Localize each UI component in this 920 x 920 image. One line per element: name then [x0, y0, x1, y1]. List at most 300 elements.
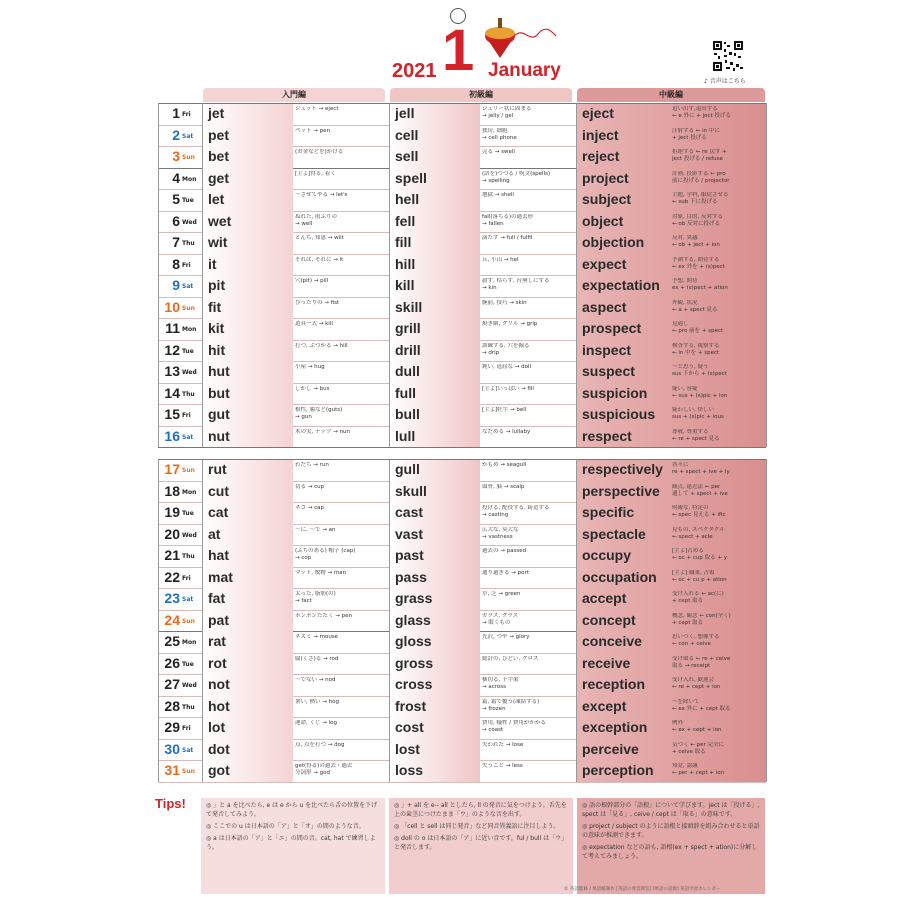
day-of-week: Fri: [182, 412, 191, 419]
intermediate-word[interactable]: inspect: [582, 341, 632, 358]
intermediate-word[interactable]: exception: [582, 719, 648, 735]
elementary-cell: [390, 297, 572, 319]
day-of-week: Tue: [182, 660, 194, 668]
beginner-word[interactable]: at: [208, 525, 221, 542]
day-cell: [158, 168, 203, 190]
beginner-word[interactable]: fat: [208, 590, 226, 606]
beginner-word[interactable]: hit: [208, 341, 226, 358]
intermediate-word[interactable]: occupy: [582, 547, 632, 563]
elementary-cell: [390, 383, 572, 405]
intermediate-word[interactable]: reject: [582, 148, 620, 164]
day-number: 9: [172, 277, 180, 293]
intermediate-cell: [577, 232, 766, 254]
column-header-elementary: 初級編: [390, 88, 572, 102]
beginner-cell: [203, 459, 385, 481]
beginner-cell: [203, 588, 385, 610]
elementary-note: ガラス, グラス → 眼くもの: [482, 612, 519, 626]
day-number: 7: [172, 234, 180, 250]
day-cell: [158, 524, 203, 546]
elementary-cell: [390, 426, 572, 448]
elementary-cell: [390, 524, 572, 546]
calendar-header: [0, 0, 920, 90]
beginner-note: 運命, くじ → log: [295, 720, 337, 726]
day-of-week: Sat: [182, 746, 194, 754]
intermediate-note: 明確な, 特定の ← spec 見える + ific: [672, 505, 726, 518]
beginner-word[interactable]: bet: [208, 148, 229, 164]
intermediate-word[interactable]: receive: [582, 654, 631, 671]
beginner-cell: [203, 232, 385, 254]
intermediate-cell: [577, 631, 766, 653]
elementary-word[interactable]: bull: [395, 406, 420, 422]
elementary-note: 投げる, 配役する, 鋳造する → casting: [482, 505, 550, 518]
elementary-word[interactable]: pass: [395, 568, 427, 585]
elementary-note: 丘, 小山 → hel: [482, 256, 519, 263]
intermediate-note: 拒絶する ← re 戻す + ject 投げる / refuse: [672, 149, 727, 162]
beginner-word[interactable]: rot: [208, 654, 227, 671]
elementary-note: ジェリー状に固まる → jelly / gel: [482, 106, 532, 119]
beginner-cell: [203, 674, 385, 696]
column-header-beginner: 入門編: [203, 88, 385, 102]
intermediate-word[interactable]: perspective: [582, 482, 660, 499]
beginner-cell: [203, 610, 385, 632]
day-of-week: Wed: [182, 218, 197, 226]
beginner-word[interactable]: dot: [208, 740, 230, 757]
intermediate-note: 予想, 期待 ex + (s)pect + ation: [672, 278, 728, 291]
intermediate-word[interactable]: concept: [582, 611, 636, 628]
beginner-cell: [203, 696, 385, 718]
intermediate-note: 疑わしい, 怪しい sus + (s)pic + ious: [672, 407, 724, 420]
elementary-cell: [390, 125, 572, 147]
elementary-word[interactable]: frost: [395, 697, 427, 714]
elementary-word[interactable]: grass: [395, 590, 433, 606]
beginner-word[interactable]: hut: [208, 363, 230, 379]
intermediate-cell: [577, 567, 766, 589]
beginner-word[interactable]: it: [208, 255, 217, 272]
elementary-word[interactable]: sell: [395, 148, 419, 164]
elementary-note: 鈍い, 退屈な → doll: [482, 364, 532, 370]
beginner-word[interactable]: wet: [208, 212, 232, 229]
day-cell: [158, 275, 203, 297]
block-top-border: [158, 103, 766, 104]
intermediate-note: 疑い, 容疑 ← sus + (s)pic + ion: [672, 385, 728, 399]
intermediate-note: 主題, 学科, 服従させる ← sub 下に投げる: [672, 192, 729, 205]
elementary-cell: [390, 567, 572, 589]
intermediate-word[interactable]: suspect: [582, 363, 635, 379]
beginner-cell: [203, 103, 385, 125]
elementary-note: かもめ → seagull: [482, 462, 527, 468]
intermediate-word[interactable]: spectacle: [582, 525, 646, 542]
beginner-word[interactable]: cut: [208, 482, 229, 499]
beginner-word[interactable]: rat: [208, 633, 226, 649]
intermediate-word[interactable]: aspect: [582, 298, 627, 315]
calendar-row: [158, 502, 766, 524]
calendar-grid: [158, 103, 766, 782]
day-cell: [158, 760, 203, 782]
day-number: 27: [164, 676, 180, 692]
tip-paragraph: ◎ project / subject のように語根と接頭辞を組み合わせると単語の意味が推測できます。: [582, 823, 760, 839]
calendar-row: [158, 189, 766, 211]
day-number: 12: [164, 341, 180, 358]
elementary-cell: [390, 481, 572, 503]
day-cell: [158, 340, 203, 362]
intermediate-word[interactable]: prospect: [582, 320, 642, 336]
day-cell: [158, 502, 203, 524]
day-cell: [158, 103, 203, 125]
day-of-week: Thu: [182, 703, 195, 711]
day-number: 30: [164, 740, 180, 757]
intermediate-cell: [577, 610, 766, 632]
intermediate-note: 対象, 目的, 反対する ← ob 反対に投げる: [672, 213, 723, 227]
elementary-cell: [390, 674, 572, 696]
beginner-note: 穴(pit) → pill: [295, 278, 329, 284]
beginner-word[interactable]: wit: [208, 234, 228, 250]
elementary-cell: [390, 146, 572, 168]
tip-paragraph: ◎ a は日本語の「ア」と「エ」の間の音。cat, hat で練習しよう。: [206, 835, 376, 851]
day-of-week: Wed: [182, 369, 197, 376]
day-number: 2: [172, 126, 180, 143]
day-cell: [158, 189, 203, 211]
intermediate-word[interactable]: occupation: [582, 568, 657, 585]
calendar-row: [158, 588, 766, 610]
elementary-note: 費用, 犠牲 / 費用がかかる → coast: [482, 720, 546, 733]
day-cell: [158, 361, 203, 383]
elementary-word[interactable]: fill: [395, 234, 412, 250]
tip-paragraph: ◎ 」+ all を e-- all としたら, ll の発音に気をつけよう。舌先を上の歯茎につけたまま「ウ」のような音を出す。: [394, 802, 567, 818]
column-header-intermediate: 中級編: [577, 88, 765, 102]
intermediate-cell: [577, 125, 766, 147]
elementary-note: 失うこと → less: [482, 763, 523, 769]
intermediate-note: 予測する, 期待する ← ex 外を + (s)pect: [672, 256, 725, 270]
beginner-word[interactable]: not: [208, 676, 230, 692]
intermediate-word[interactable]: except: [582, 697, 627, 714]
elementary-cell: [390, 696, 572, 718]
day-number: 1: [172, 105, 180, 121]
day-cell: [158, 297, 203, 319]
beginner-cell: [203, 297, 385, 319]
intermediate-word[interactable]: specific: [582, 504, 635, 520]
day-cell: [158, 567, 203, 589]
beginner-note: ～でない → nod: [295, 677, 336, 683]
day-of-week: Mon: [182, 488, 197, 496]
intermediate-note: ～と思う, 疑う sus 下から + (s)pect: [672, 364, 727, 377]
elementary-word[interactable]: kill: [395, 277, 415, 293]
intermediate-word[interactable]: perceive: [582, 740, 639, 757]
day-cell: [158, 426, 203, 448]
elementary-word[interactable]: glass: [395, 611, 431, 628]
day-of-week: Wed: [182, 682, 197, 689]
elementary-note: 広大な, 莫大な → vastness: [482, 526, 519, 540]
beginner-note: 根性, 腸など(guts) → gun: [295, 407, 343, 420]
intermediate-cell: [577, 103, 766, 125]
beginner-word[interactable]: get: [208, 169, 229, 186]
day-of-week: Thu: [182, 390, 195, 398]
column-divider: [158, 103, 159, 447]
row-divider: [158, 782, 766, 783]
beginner-word[interactable]: let: [208, 191, 225, 207]
elementary-note: 霜, 霜で覆う(凍結する) → frozen: [482, 698, 540, 712]
qr-caption: ♪ 音声はこちら: [704, 78, 746, 85]
elementary-cell: [390, 340, 572, 362]
beginner-word[interactable]: lot: [208, 719, 226, 735]
elementary-word[interactable]: fell: [395, 212, 416, 229]
day-of-week: Wed: [182, 531, 197, 539]
elementary-note: 訓練する, 穴を掘る → drip: [482, 342, 530, 356]
beginner-cell: [203, 426, 385, 448]
day-of-week: Sun: [182, 617, 195, 625]
intermediate-cell: [577, 459, 766, 481]
day-number: 14: [164, 384, 180, 401]
intermediate-word[interactable]: perception: [582, 762, 654, 778]
intermediate-cell: [577, 696, 766, 718]
intermediate-cell: [577, 211, 766, 233]
day-of-week: Mon: [182, 326, 197, 333]
intermediate-note: 注射する ← in 中に + ject 投げる: [672, 127, 720, 141]
elementary-word[interactable]: lost: [395, 740, 420, 757]
beginner-note: ぬれた, 雨ふりの → well: [295, 213, 337, 227]
day-cell: [158, 383, 203, 405]
intermediate-note: 追い出す,退出する ← e 外に + ject 投げる: [672, 106, 731, 119]
beginner-word[interactable]: kit: [208, 320, 225, 336]
day-number: 11: [165, 320, 180, 336]
day-cell: [158, 254, 203, 276]
day-number: 23: [164, 590, 180, 606]
day-number: 15: [164, 406, 180, 422]
intermediate-word[interactable]: conceive: [582, 633, 642, 649]
beginner-note: マット, 敷物 → man: [295, 569, 347, 576]
beginner-cell: [203, 318, 385, 340]
day-cell: [158, 125, 203, 147]
intermediate-note: 概念, 観念 ← con(全く) + cept 取る: [672, 612, 731, 626]
intermediate-word[interactable]: suspicion: [582, 384, 648, 401]
day-number: 26: [164, 654, 180, 671]
elementary-word[interactable]: gull: [395, 461, 420, 477]
elementary-word[interactable]: lull: [395, 427, 416, 444]
calendar-row: [158, 275, 766, 297]
elementary-word[interactable]: hill: [395, 255, 416, 272]
intermediate-word[interactable]: reception: [582, 676, 646, 692]
intermediate-note: 思いつく, 想像する ← con + ceive: [672, 634, 720, 647]
elementary-word[interactable]: vast: [395, 525, 424, 542]
intermediate-cell: [577, 146, 766, 168]
beginner-note: get(得る)の過去・過去 分詞形 → god: [295, 763, 353, 776]
elementary-word[interactable]: skull: [395, 482, 427, 499]
intermediate-note: 計画, 投影する ← pro 前に投げる / projector: [672, 170, 730, 184]
beginner-word[interactable]: pat: [208, 611, 229, 628]
day-cell: [158, 631, 203, 653]
tip-paragraph: ◎ doll の o は日本語の「ア」に近い音です。ful / bull は「ウ」と発音します。: [394, 835, 568, 851]
elementary-word[interactable]: gross: [395, 654, 434, 671]
tips-beginner: [201, 798, 385, 894]
intermediate-cell: [577, 760, 766, 782]
intermediate-word[interactable]: expectation: [582, 277, 660, 293]
elementary-note: fall(落ちる)の過去形 → fallen: [482, 213, 534, 227]
column-divider: [766, 103, 767, 447]
calendar-row: [158, 211, 766, 233]
elementary-word[interactable]: cast: [395, 504, 424, 520]
beginner-word[interactable]: mat: [208, 568, 233, 585]
day-of-week: Fri: [182, 574, 191, 582]
beginner-word[interactable]: cat: [208, 504, 229, 520]
elementary-cell: [390, 760, 572, 782]
calendar-row: [158, 717, 766, 739]
intermediate-word[interactable]: inject: [582, 126, 619, 143]
day-number: 16: [164, 427, 180, 444]
elementary-word[interactable]: spell: [395, 169, 427, 186]
intermediate-note: 例外 ← ex + cept + ion: [672, 720, 722, 733]
day-of-week: Tue: [182, 347, 194, 355]
elementary-word[interactable]: gloss: [395, 633, 432, 649]
tip-paragraph: ◎ expectation などの語も, 語根(ex + spect + ation)に分解して考えてみましょう。: [582, 844, 758, 860]
elementary-word[interactable]: skill: [395, 298, 423, 315]
intermediate-note: 尊敬, 尊重する ← re + spect 見る: [672, 428, 720, 442]
day-of-week: Tue: [182, 510, 194, 517]
elementary-note: 満たす → full / fulfil: [482, 235, 533, 241]
beginner-word[interactable]: pit: [208, 277, 226, 293]
elementary-word[interactable]: jell: [395, 105, 415, 121]
elementary-note: 売る → swell: [482, 149, 515, 155]
intermediate-word[interactable]: suspicious: [582, 406, 656, 422]
calendar-row: [158, 297, 766, 319]
day-of-week: Fri: [182, 725, 191, 732]
beginner-word[interactable]: but: [208, 384, 230, 401]
intermediate-cell: [577, 318, 766, 340]
elementary-note: (語を)つづる / 呪文(spells) → spelling: [482, 170, 551, 184]
beginner-word[interactable]: nut: [208, 427, 230, 444]
tip-paragraph: ◎ 」と a を比べたら, e は e から u を比べたら舌の位置を下げて発音してみよう。: [206, 802, 378, 818]
elementary-note: 失われた → lose: [482, 741, 524, 748]
intermediate-cell: [577, 588, 766, 610]
day-number: 13: [164, 363, 180, 379]
intermediate-note: 外観, 状況 ← a + spect 見る: [672, 299, 718, 313]
intermediate-note: 知覚, 認識 ← per + cept + ion: [672, 763, 725, 776]
elementary-note: [主よ]いっぱい → fill: [482, 385, 534, 392]
beginner-word[interactable]: hat: [208, 547, 229, 563]
intermediate-word[interactable]: expect: [582, 255, 627, 272]
elementary-cell: [390, 459, 572, 481]
day-number: 22: [164, 568, 180, 585]
day-cell: [158, 459, 203, 481]
beginner-word[interactable]: gut: [208, 406, 230, 422]
elementary-word[interactable]: hell: [395, 191, 420, 207]
calendar-row: [158, 739, 766, 761]
intermediate-cell: [577, 275, 766, 297]
beginner-word[interactable]: pet: [208, 126, 229, 143]
elementary-cell: [390, 254, 572, 276]
beginner-word[interactable]: fit: [208, 298, 222, 315]
day-of-week: Thu: [182, 553, 195, 560]
qr-code-icon[interactable]: [712, 40, 744, 72]
elementary-cell: [390, 211, 572, 233]
year-label: 2021: [392, 60, 437, 82]
beginner-note: 木の実, ナッツ → nun: [295, 428, 350, 435]
intermediate-word[interactable]: project: [582, 169, 629, 186]
beginner-note: ポンポンたたく → pen: [295, 612, 352, 619]
intermediate-cell: [577, 545, 766, 567]
elementary-word[interactable]: loss: [395, 762, 424, 778]
beginner-cell: [203, 717, 385, 739]
calendar-row: [158, 481, 766, 503]
day-number: 3: [172, 148, 180, 164]
intermediate-cell: [577, 404, 766, 426]
day-of-week: Sat: [182, 283, 194, 290]
elementary-note: 腕前, 技巧 → skin: [482, 299, 527, 306]
beginner-cell: [203, 545, 385, 567]
tips-logo: Tips!: [155, 796, 186, 811]
calendar-row: [158, 168, 766, 190]
day-cell: [158, 588, 203, 610]
beginner-cell: [203, 653, 385, 675]
beginner-note: わだち → run: [295, 462, 329, 468]
column-divider: [202, 459, 203, 782]
beginner-cell: [203, 631, 385, 653]
intermediate-word[interactable]: accept: [582, 590, 627, 606]
day-cell: [158, 318, 203, 340]
day-number: 10: [164, 298, 180, 315]
intermediate-cell: [577, 426, 766, 448]
beginner-cell: [203, 275, 385, 297]
intermediate-word[interactable]: object: [582, 212, 624, 229]
elementary-cell: [390, 717, 572, 739]
beginner-cell: [203, 168, 385, 190]
intermediate-word[interactable]: respect: [582, 427, 632, 444]
elementary-word[interactable]: cost: [395, 719, 424, 735]
elementary-cell: [390, 502, 572, 524]
intermediate-cell: [577, 653, 766, 675]
beginner-note: とんち, 知恵 → wiit: [295, 235, 344, 241]
beginner-word[interactable]: got: [208, 762, 230, 778]
column-divider: [158, 459, 159, 782]
beginner-word[interactable]: jet: [208, 105, 225, 121]
elementary-note: 光沢, つや → glory: [482, 634, 530, 640]
elementary-note: 焼き網, グリル → grip: [482, 321, 538, 327]
elementary-word[interactable]: past: [395, 547, 424, 563]
intermediate-note: 反対, 異議 ← ob + ject + ion: [672, 235, 720, 248]
beginner-cell: [203, 361, 385, 383]
elementary-word[interactable]: drill: [395, 341, 421, 358]
tips-section: [155, 796, 767, 896]
day-cell: [158, 653, 203, 675]
elementary-word[interactable]: cross: [395, 676, 433, 692]
beginner-word[interactable]: rut: [208, 461, 227, 477]
elementary-word[interactable]: full: [395, 384, 416, 401]
elementary-note: 地獄 → shell: [482, 192, 514, 198]
day-of-week: Mon: [182, 175, 197, 183]
elementary-note: 頭骨, 脳 → scalp: [482, 483, 525, 490]
intermediate-cell: [577, 739, 766, 761]
day-number: 17: [164, 461, 180, 477]
elementary-cell: [390, 189, 572, 211]
beginner-word[interactable]: hot: [208, 697, 230, 714]
day-number: 29: [164, 719, 180, 735]
calendar-row: [158, 404, 766, 426]
beginner-cell: [203, 340, 385, 362]
day-of-week: Sun: [182, 768, 195, 775]
intermediate-word[interactable]: eject: [582, 105, 614, 121]
beginner-cell: [203, 125, 385, 147]
intermediate-cell: [577, 383, 766, 405]
elementary-cell: [390, 103, 572, 125]
elementary-word[interactable]: grill: [395, 320, 421, 336]
elementary-word[interactable]: cell: [395, 126, 419, 143]
intermediate-word[interactable]: objection: [582, 234, 645, 250]
calendar-row: [158, 254, 766, 276]
column-divider: [576, 459, 577, 782]
calendar-row: [158, 103, 766, 125]
elementary-word[interactable]: dull: [395, 363, 420, 379]
beginner-note: 小屋 → hug: [295, 364, 325, 370]
intermediate-word[interactable]: subject: [582, 191, 632, 207]
intermediate-word[interactable]: respectively: [582, 461, 663, 477]
